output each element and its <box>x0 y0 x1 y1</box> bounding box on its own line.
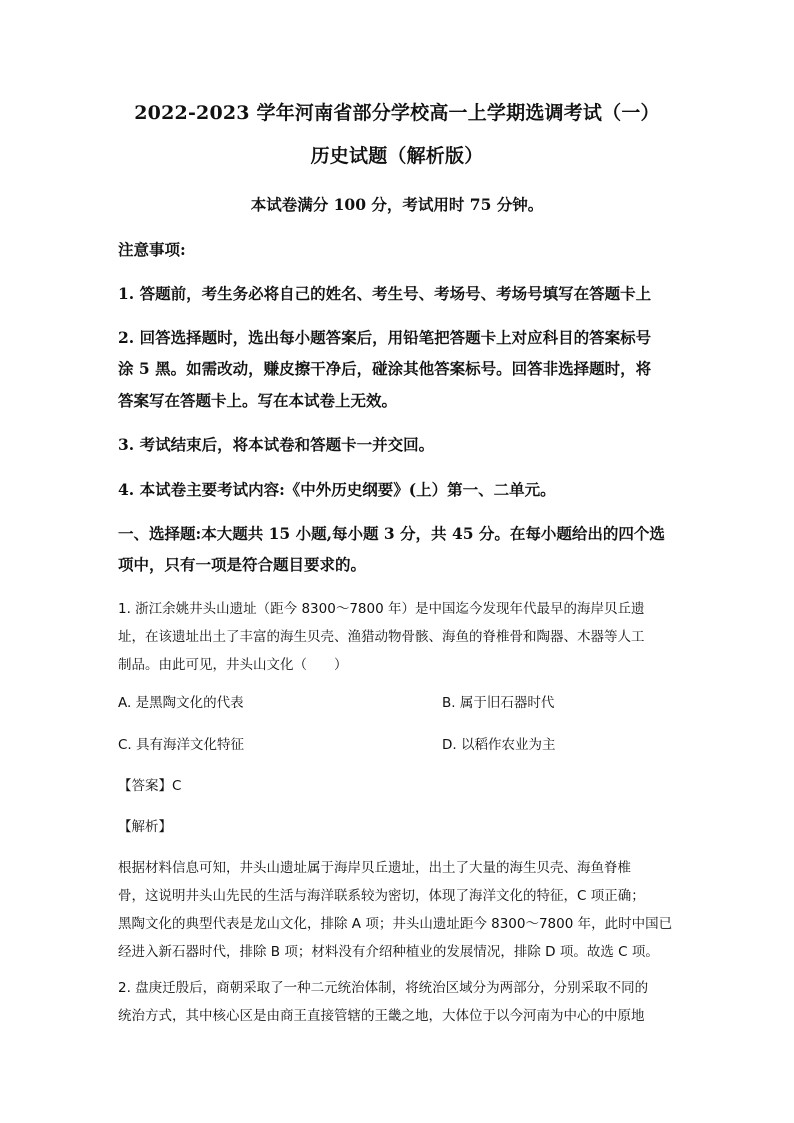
document-title-line-2: 历史试题（解析版） <box>310 145 484 167</box>
document-title-line-1: 2022-2023 学年河南省部分学校高一上学期选调考试（一） <box>134 102 660 124</box>
question-2-stem-line-1: 2. 盘庚迁殷后，商朝采取了一种二元统治体制，将统治区域分为两部分，分别采取不同的 <box>118 980 649 996</box>
question-1-stem-line-1: 1. 浙江余姚井头山遗址（距今 8300～7800 年）是中国迄今发现年代最早的海岸贝丘遗 <box>118 601 645 617</box>
question-1-stem-line-2: 址，在该遗址出土了丰富的海生贝壳、渔猎动物骨骸、海鱼的脊椎骨和陶器、木器等人工 <box>118 629 645 645</box>
question-1-option-b: B. 属于旧石器时代 <box>442 695 555 711</box>
question-1-stem-line-3: 制品。由此可见，井头山文化（ ） <box>118 657 348 673</box>
section-1-heading-line-1: 一、选择题:本大题共 15 小题,每小题 3 分，共 45 分。在每小题给出的四个选 <box>118 524 665 543</box>
question-2-stem-line-2: 统治方式，其中核心区是由商王直接管辖的王畿之地，大体位于以今河南为中心的中原地 <box>118 1008 645 1024</box>
question-1-option-c: C. 具有海洋文化特征 <box>118 737 245 753</box>
notice-item-2-line-3: 答案写在答题卡上。写在本试卷上无效。 <box>118 391 398 410</box>
question-1-option-a: A. 是黑陶文化的代表 <box>118 695 244 711</box>
notice-item-4: 4. 本试卷主要考试内容:《中外历史纲要》(上）第一、二单元。 <box>118 480 556 499</box>
section-1-heading-line-2: 项中，只有一项是符合题目要求的。 <box>118 555 367 574</box>
notice-item-3: 3. 考试结束后，将本试卷和答题卡一并交回。 <box>118 435 435 454</box>
exam-info: 本试卷满分 100 分，考试用时 75 分钟。 <box>250 195 544 214</box>
notice-heading: 注意事项: <box>118 240 186 259</box>
notice-item-2-line-2: 涂 5 黑。如需改动，赚皮擦干净后，碰涂其他答案标号。回答非选择题时，将 <box>118 359 652 378</box>
question-1-answer: 【答案】C <box>118 778 182 794</box>
question-1-option-d: D. 以稻作农业为主 <box>442 737 556 753</box>
notice-item-2-line-1: 2. 回答选择题时，选出每小题答案后，用铅笔把答题卡上对应科目的答案标号 <box>118 328 652 347</box>
question-1-analysis-label: 【解析】 <box>118 819 172 835</box>
question-1-analysis-line-3: 黑陶文化的典型代表是龙山文化，排除 A 项；井头山遗址距今 8300～7800 年，此时中国已 <box>118 916 673 932</box>
question-1-analysis-line-1: 根据材料信息可知，井头山遗址属于海岸贝丘遗址，出土了大量的海生贝壳、海鱼脊椎 <box>118 860 631 876</box>
question-1-analysis-line-2: 骨，这说明井头山先民的生活与海洋联系较为密切，体现了海洋文化的特征，C 项正确； <box>118 888 645 904</box>
question-1-analysis-line-4: 经进入新石器时代，排除 B 项；材料没有介绍种植业的发展情况，排除 D 项。故选 C 项。 <box>118 944 659 960</box>
notice-item-1: 1. 答题前，考生务必将自己的姓名、考生号、考场号、考场号填写在答题卡上 <box>118 284 652 303</box>
